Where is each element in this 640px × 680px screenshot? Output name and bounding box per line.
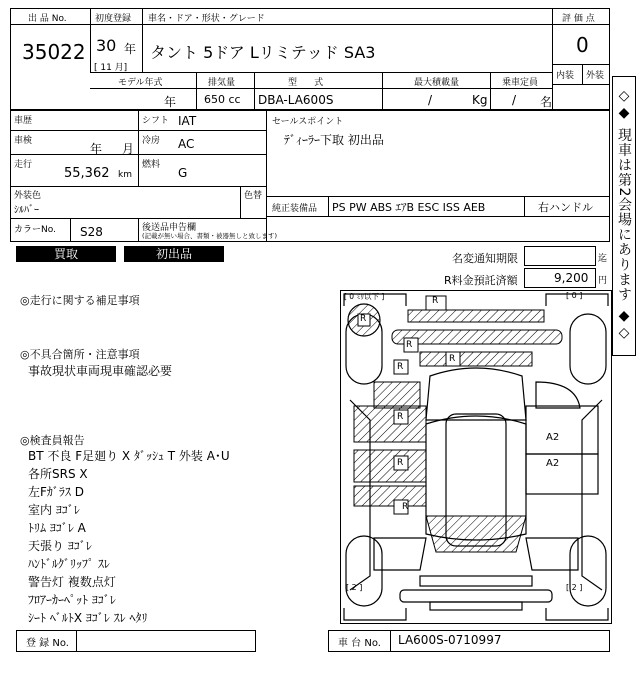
color-swap-label: 色替 <box>244 191 263 201</box>
fuel-value: G <box>178 166 188 180</box>
notice-deadline-box <box>524 246 596 266</box>
damage-mark-r: R <box>397 412 404 422</box>
first-listing-tag: 初出品 <box>124 246 224 262</box>
year-unit: 年 <box>124 42 137 56</box>
inspector-title: ◎検査員報告 <box>20 434 85 447</box>
damage-mark-r: R <box>397 362 404 372</box>
reg-no-label: 登 録 No. <box>26 638 69 649</box>
chassis-value: LA600S-0710997 <box>398 633 502 647</box>
equip-value: PS PW ABS ｴｱB ESC ISS AEB <box>332 201 486 214</box>
ac-label: 冷房 <box>142 136 161 146</box>
inspector-line: ﾊﾝﾄﾞﾙｸﾞﾘｯﾌﾟ ｽﾚ <box>28 557 110 571</box>
damage-mark-a2: A2 <box>546 458 560 469</box>
displacement-value: 650 cc <box>204 93 241 106</box>
shift-value: IAT <box>178 114 197 128</box>
max-load-unit: Kg <box>472 93 488 107</box>
tire-rear-right-depth: [ 2 ] <box>566 583 583 592</box>
car-name: タント 5ドア Lリミテッド SA3 <box>150 43 376 62</box>
model-year-unit: 年 <box>164 95 177 109</box>
rating-label: 評 価 点 <box>562 14 595 24</box>
defect-text: 事故現状車両現車確認必要 <box>28 364 173 378</box>
ext-color-label: 外装色 <box>14 191 42 201</box>
displacement-label: 排気量 <box>208 78 236 88</box>
inspector-line: 各所SRS X <box>28 467 88 481</box>
inspector-line: 警告灯 複数点灯 <box>28 575 116 589</box>
equip-label: 純正装備品 <box>272 204 318 214</box>
fuel-label: 燃料 <box>142 160 161 170</box>
inspector-line: 天張り ﾖｺﾞﾚ <box>28 539 92 553</box>
car-damage-diagram <box>340 290 612 624</box>
side-banner-text: ◇◆ 現車は第2会場にあります ◆◇ <box>616 88 632 342</box>
damage-mark-r: R <box>406 340 413 350</box>
recycle-unit: 円 <box>598 276 608 286</box>
max-load-label: 最大積載量 <box>414 78 460 88</box>
damage-mark-a2: A2 <box>546 432 560 443</box>
damage-mark-r: R <box>360 314 367 324</box>
inspection-year-unit: 年 <box>90 142 103 156</box>
after-parts-note: (記載が無い場合、書類・被器無しと致します) <box>142 232 278 240</box>
tire-front-right-depth: [ 0 ] <box>566 291 583 300</box>
sales-point-text: ﾃﾞｨｰﾗｰ下取 初出品 <box>284 133 384 147</box>
shift-label: シフト <box>142 116 170 126</box>
first-reg-month: [ 11 月] <box>94 63 128 73</box>
mileage-unit: km <box>118 170 132 180</box>
inspector-line: ﾄﾘﾑ ﾖｺﾞﾚ A <box>28 521 86 535</box>
defect-title: ◎不具合箇所・注意事項 <box>20 348 140 361</box>
capacity-unit: 名 <box>540 95 553 109</box>
lot-label: 出 品 No. <box>28 14 67 24</box>
damage-mark-r: R <box>449 354 456 364</box>
first-reg-label: 初度登録 <box>95 14 132 24</box>
car-name-label: 車名・ドア・形状・グレード <box>148 14 265 24</box>
type-label: 型 式 <box>288 78 324 88</box>
steering-value: 右ハンドル <box>538 201 593 214</box>
inspector-line: ﾌﾛｱｰｶｰﾍﾟｯﾄ ﾖｺﾞﾚ <box>28 593 116 607</box>
first-reg-year: 30 <box>96 36 117 55</box>
interior-label: 内装 <box>556 71 575 81</box>
after-parts-label: 後送品申告欄 <box>142 223 197 233</box>
notice-deadline-label: 名変通知期限 <box>452 252 518 265</box>
capacity-slash: / <box>512 93 517 107</box>
inspector-line: BT 不良 F足廻り X ﾀﾞｯｼｭ T 外装 A･U <box>28 449 230 463</box>
driving-notes-title: ◎走行に関する補足事項 <box>20 294 140 307</box>
color-no-label: カラーNo. <box>14 225 56 235</box>
damage-mark-r: R <box>402 502 409 512</box>
ac-value: AC <box>178 137 195 151</box>
damage-mark-r: R <box>397 458 404 468</box>
color-no-value: S28 <box>80 225 103 239</box>
notice-deadline-unit: 迄 <box>598 254 608 264</box>
inspection-label: 車検 <box>14 136 33 146</box>
lot-number: 35022 <box>22 40 86 64</box>
chassis-label: 車 台 No. <box>338 638 381 649</box>
exterior-label: 外装 <box>586 71 605 81</box>
inspector-line: 室内 ﾖｺﾞﾚ <box>28 503 80 517</box>
inspection-month-unit: 月 <box>122 142 135 156</box>
model-year-label: モデル年式 <box>118 78 163 88</box>
inspector-line: ｼｰﾄ ﾍﾞﾙﾄX ﾖｺﾞﾚ ｽﾚ ﾍﾀﾘ <box>28 611 148 625</box>
damage-mark-r: R <box>432 296 439 306</box>
type-value: DBA-LA600S <box>258 93 334 107</box>
sales-point-label: セールスポイント <box>272 117 344 127</box>
inspector-line: 左Fｶﾞﾗｽ D <box>28 485 84 499</box>
capacity-label: 乗車定員 <box>502 78 539 88</box>
recycle-label: R料金預託済額 <box>444 274 518 287</box>
mileage-value: 55,362 <box>64 166 110 181</box>
max-load-slash: / <box>428 93 433 107</box>
buy-tag: 買取 <box>16 246 116 262</box>
mileage-label: 走行 <box>14 160 33 170</box>
history-label: 車歴 <box>14 116 33 126</box>
recycle-value: 9,200 <box>554 271 589 285</box>
tire-rear-left-depth: [ 2 ] <box>346 583 363 592</box>
ext-color-value: ｼﾙﾊﾞｰ <box>14 205 39 216</box>
rating-value: 0 <box>576 33 589 57</box>
tire-front-left-depth: [ 0 ﾐﾘ以下 ] <box>344 292 385 301</box>
